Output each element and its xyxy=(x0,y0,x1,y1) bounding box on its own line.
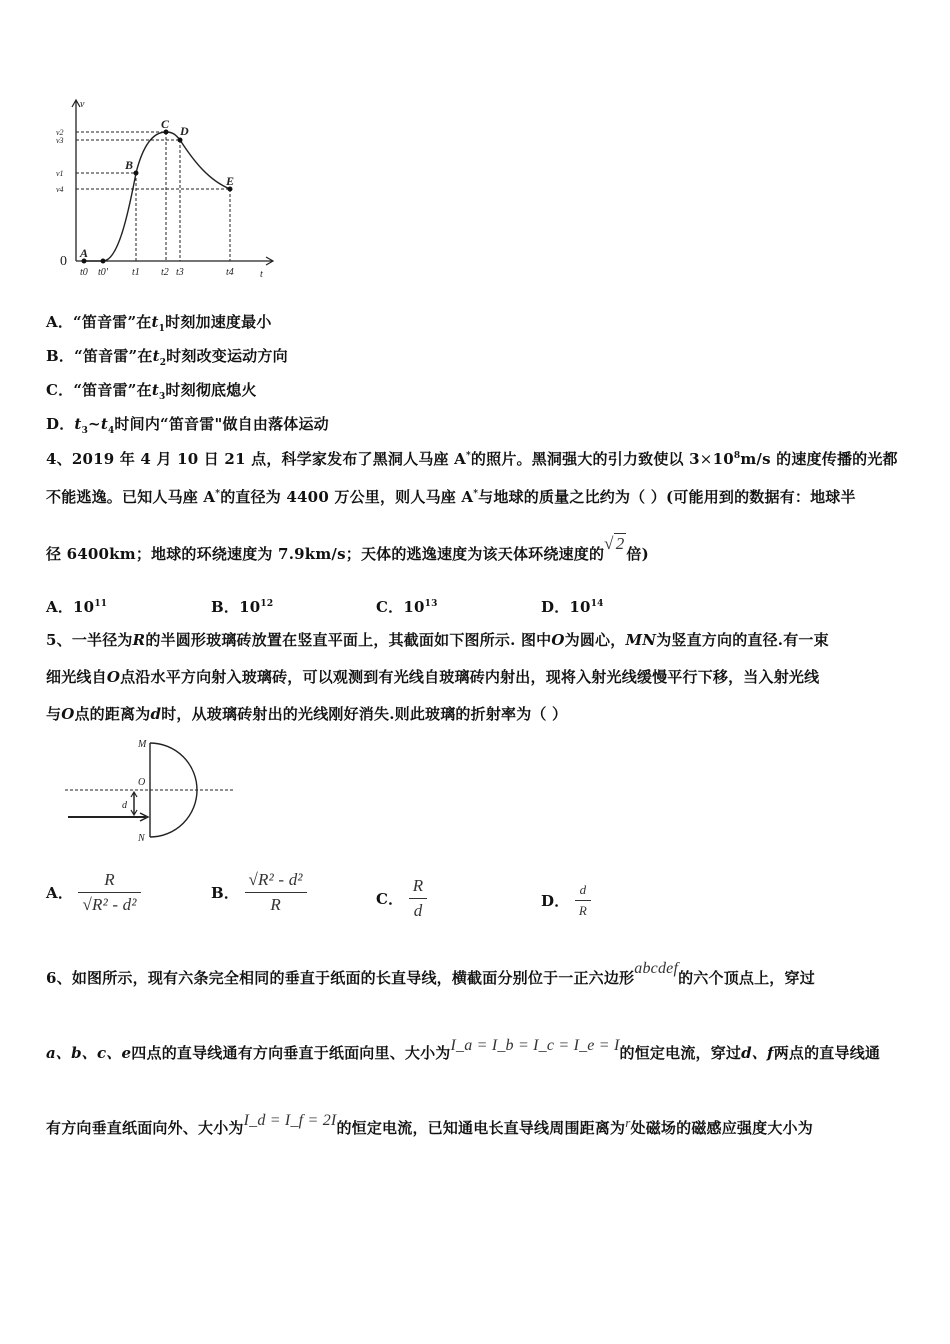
point-b-marker xyxy=(134,171,139,176)
q4-option-a: A．$10^{11}$ xyxy=(46,598,108,616)
fig-label-o: O xyxy=(138,777,146,788)
point-d-marker xyxy=(178,138,183,143)
axis-t-label: t xyxy=(260,269,263,280)
q4-line3: 径 6400km；地球的环绕速度为 7.9km/s；天体的逃逸速度为该天体环绕速度的√ 2倍) xyxy=(46,534,649,563)
q6-line2: a、b、c、e四点的直导线通有方向垂直于纸面向里、大小为I_a = I_b = I_c = I_e = I的恒定电流，穿过d、f两点的直导线通 xyxy=(46,1037,881,1062)
t-tick-t4: t4 xyxy=(226,267,234,278)
t-tick-t3: t3 xyxy=(176,267,184,278)
axis-v-label: v xyxy=(80,99,85,110)
v-tick-v4: v4 xyxy=(56,185,64,194)
q4-line1: 4、2019 年 4 月 10 日 21 点，科学家发布了黑洞人马座 A*的照片。黑洞强大的引力致使以 $3\times 10^8m/s$ 的速度传播的光都 xyxy=(46,450,898,468)
q5-option-b: B． $\frac{\text{√R² - d²}}{R}$ xyxy=(211,870,307,915)
t-tick-t0prime: t0' xyxy=(98,267,108,278)
point-c-label: C xyxy=(161,117,170,131)
q3-option-a: A．“笛音雷”在$t_1$时刻加速度最小 xyxy=(46,313,272,334)
q5-option-a: A． $\frac{R}{\text{√R² - d²}}$ xyxy=(46,870,141,915)
q5-line2: 细光线自O点沿水平方向射入玻璃砖，可以观测到有光线自玻璃砖内射出，现将入射光线缓慢平行下移，当入射光线 xyxy=(46,668,820,686)
point-e-label: E xyxy=(226,174,235,188)
v-tick-v1: v1 xyxy=(56,169,64,178)
q3-option-b: B．“笛音雷”在$t_2$时刻改变运动方向 xyxy=(46,347,288,368)
point-d-label: D xyxy=(180,124,189,138)
q4-option-c: C．$10^{13}$ xyxy=(376,598,438,616)
q5-line3: 与O点的距离为d时，从玻璃砖射出的光线刚好消失.则此玻璃的折射率为（ ） xyxy=(46,705,568,723)
point-b-label: B xyxy=(125,158,134,172)
origin-label: 0 xyxy=(60,254,67,269)
point-t0p-marker xyxy=(101,259,106,264)
fig-label-m: M xyxy=(138,739,147,750)
v-tick-v2: v2 xyxy=(56,128,64,137)
t-tick-t2: t2 xyxy=(161,267,169,278)
fig-label-n: N xyxy=(138,833,145,844)
fig-label-d: d xyxy=(122,800,127,811)
q6-line3: 有方向垂直纸面向外、大小为I_d = I_f = 2I的恒定电流，已知通电长直导线周围距离为r处磁场的磁感应强度大小为 xyxy=(46,1112,813,1137)
semicircle-glass-figure xyxy=(60,735,240,845)
point-a-label: A xyxy=(80,246,89,260)
q5-option-c: C． $\frac{R}{d}$ xyxy=(376,876,427,921)
q4-option-b: B．$10^{12}$ xyxy=(211,598,274,616)
t-tick-t0: t0 xyxy=(80,267,88,278)
q3-option-c: C．“笛音雷”在$t_3$时刻彻底熄火 xyxy=(46,381,257,402)
v-tick-v3: v3 xyxy=(56,136,64,145)
t-tick-t1: t1 xyxy=(132,267,140,278)
vt-graph xyxy=(48,95,288,285)
q6-line1: 6、如图所示，现有六条完全相同的垂直于纸面的长直导线，横截面分别位于一正六边形abcdef的六个顶点上，穿过 xyxy=(46,960,815,987)
velocity-curve xyxy=(84,132,230,261)
q3-option-d: D．$t_3\sim t_4$时间内“笛音雷"做自由落体运动 xyxy=(46,415,329,436)
q4-line2: 不能逃逸。已知人马座 A*的直径为 4400 万公里，则人马座 A*与地球的质量之比约为（ ）(可能用到的数据有：地球半 xyxy=(46,488,856,506)
q4-option-d: D．$10^{14}$ xyxy=(541,598,604,616)
q5-line1: 5、一半径为R的半圆形玻璃砖放置在竖直平面上，其截面如下图所示. 图中O为圆心，MN为竖直方向的直径.有一束 xyxy=(46,631,829,649)
q5-option-d: D． $\frac{d}{R}$ xyxy=(541,882,591,919)
